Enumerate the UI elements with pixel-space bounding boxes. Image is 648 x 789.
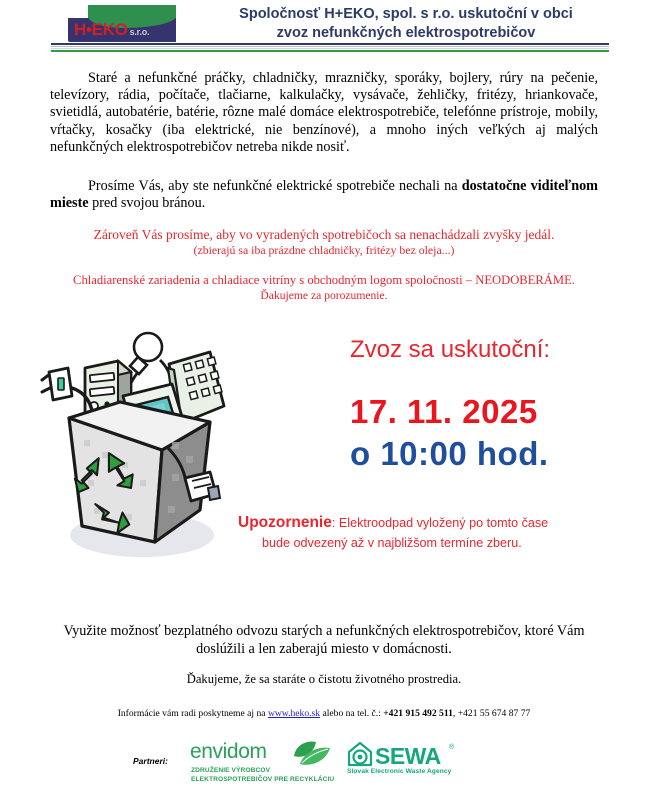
page-title (186, 5, 626, 43)
warning-title: Upozornenie (238, 514, 332, 531)
placement-request-part1: Prosíme Vás, aby ste nefunkčné elektrické spotrebiče nechali na (88, 178, 462, 194)
envidom-logo (190, 740, 342, 788)
contact-line (50, 708, 598, 719)
light-bulb-icon (130, 333, 162, 374)
logo-text (74, 20, 176, 40)
placement-request-emphasis: dostatočne viditeľnom mieste (50, 178, 598, 212)
heko-logo (68, 5, 176, 42)
contact-phone-secondary: , +421 55 674 87 77 (452, 708, 531, 719)
paragraph-appliance-list: Staré a nefunkčné práčky, chladničky, mrazničky, sporáky, bojlery, rúry na pečenie, televízory, rádia, počítače, tlačiarne, kalkulačky, vysávače, žehličky, fritézy, hriankovače, svietidlá, autobatérie, batérie, rôzne malé domáce elektrospotrebiče, telefónne prístroje, mobily, vŕtačky, kosačky (iba elektrické, nie benzínové), a mnoho iných veľkých aj malých nefunkčných elektrospotrebičov netreba nikde nosiť. (50, 70, 598, 155)
header-divider (51, 43, 609, 52)
contact-prefix: Informácie vám radi poskytneme aj na (117, 708, 268, 719)
warning-line1: : Elektroodpad vyložený po tomto čase (331, 516, 549, 530)
envidom-wordmark: envidom (190, 740, 267, 763)
collection-time: o 10:00 hod. (350, 435, 549, 472)
divider-line-green (51, 50, 609, 52)
page-title-line1: Spoločnosť H+EKO, spol. s r.o. uskutoční v obci (239, 6, 573, 22)
envidom-tagline (191, 766, 334, 784)
website-link[interactable]: www.heko.sk (267, 708, 321, 719)
paragraph-placement-request (50, 178, 598, 212)
warning-notice (238, 513, 618, 553)
contact-middle: alebo na tel. č.: (320, 708, 384, 719)
divider-line-navy (51, 43, 609, 45)
placement-request-part2: pred svojou bránou. (88, 195, 206, 212)
collection-date: 17. 11. 2025 (350, 393, 538, 430)
notice-commercial-line1: Chladiarenské zariadenia a chladiace vitríny s obchodným logom spoločnosti – NEODOBERÁME. (73, 273, 575, 287)
divider-line-gray-light (51, 48, 609, 49)
sewa-tagline: Slovak Electronic Waste Agency (347, 768, 452, 775)
warning-line2: bude odvezený až v najbližšom termíne zberu. (262, 536, 522, 550)
sewa-registered-mark: ® (449, 744, 455, 751)
notice-food-line1: Zároveň Vás prosíme, aby vo vyradených spotrebičoch sa nenachádzali zvyšky jedál. (93, 227, 555, 242)
notice-no-food-residue (40, 227, 608, 258)
logo-main-text: H•EKO (74, 20, 128, 39)
contact-phone-primary: +421 915 492 511 (383, 708, 453, 719)
envidom-tagline-line1: ZDRUŽENIE VÝROBCOV (191, 767, 271, 774)
page-title-line2: zvoz nefunkčných elektrospotrebičov (276, 25, 536, 41)
notice-food-line2: (zbierajú sa iba prázdne chladničky, fritézy bez oleja...) (193, 243, 455, 257)
divider-line-gray (51, 46, 609, 47)
power-plug-icon (42, 368, 72, 400)
sewa-wordmark: SEWA (375, 743, 441, 769)
footer-thanks: Ďakujeme, že sa staráte o čistotu životného prostredia. (186, 672, 462, 686)
sewa-logo (345, 741, 460, 785)
partners-label: Partneri: (133, 756, 168, 766)
notice-commercial-refrigeration (40, 272, 608, 303)
notice-commercial-line2: Ďakujeme za porozumenie. (260, 289, 388, 302)
partners-section (0, 737, 648, 789)
logo-suffix-text: s.r.o. (129, 27, 150, 37)
collection-label: Zvoz sa uskutoční: (350, 336, 551, 363)
page-header (0, 0, 648, 50)
envidom-tagline-line2: ELEKTROSPOTREBIČOV PRE RECYKLÁCIU (191, 776, 335, 783)
footer-invitation: Využite možnosť bezplatného odvozu starých a nefunkčných elektrospotrebičov, ktoré Vám doslúžili a len zaberajú miesto v domácnosti. (63, 623, 585, 657)
electronic-waste-recycling-bin-illustration (22, 330, 237, 565)
